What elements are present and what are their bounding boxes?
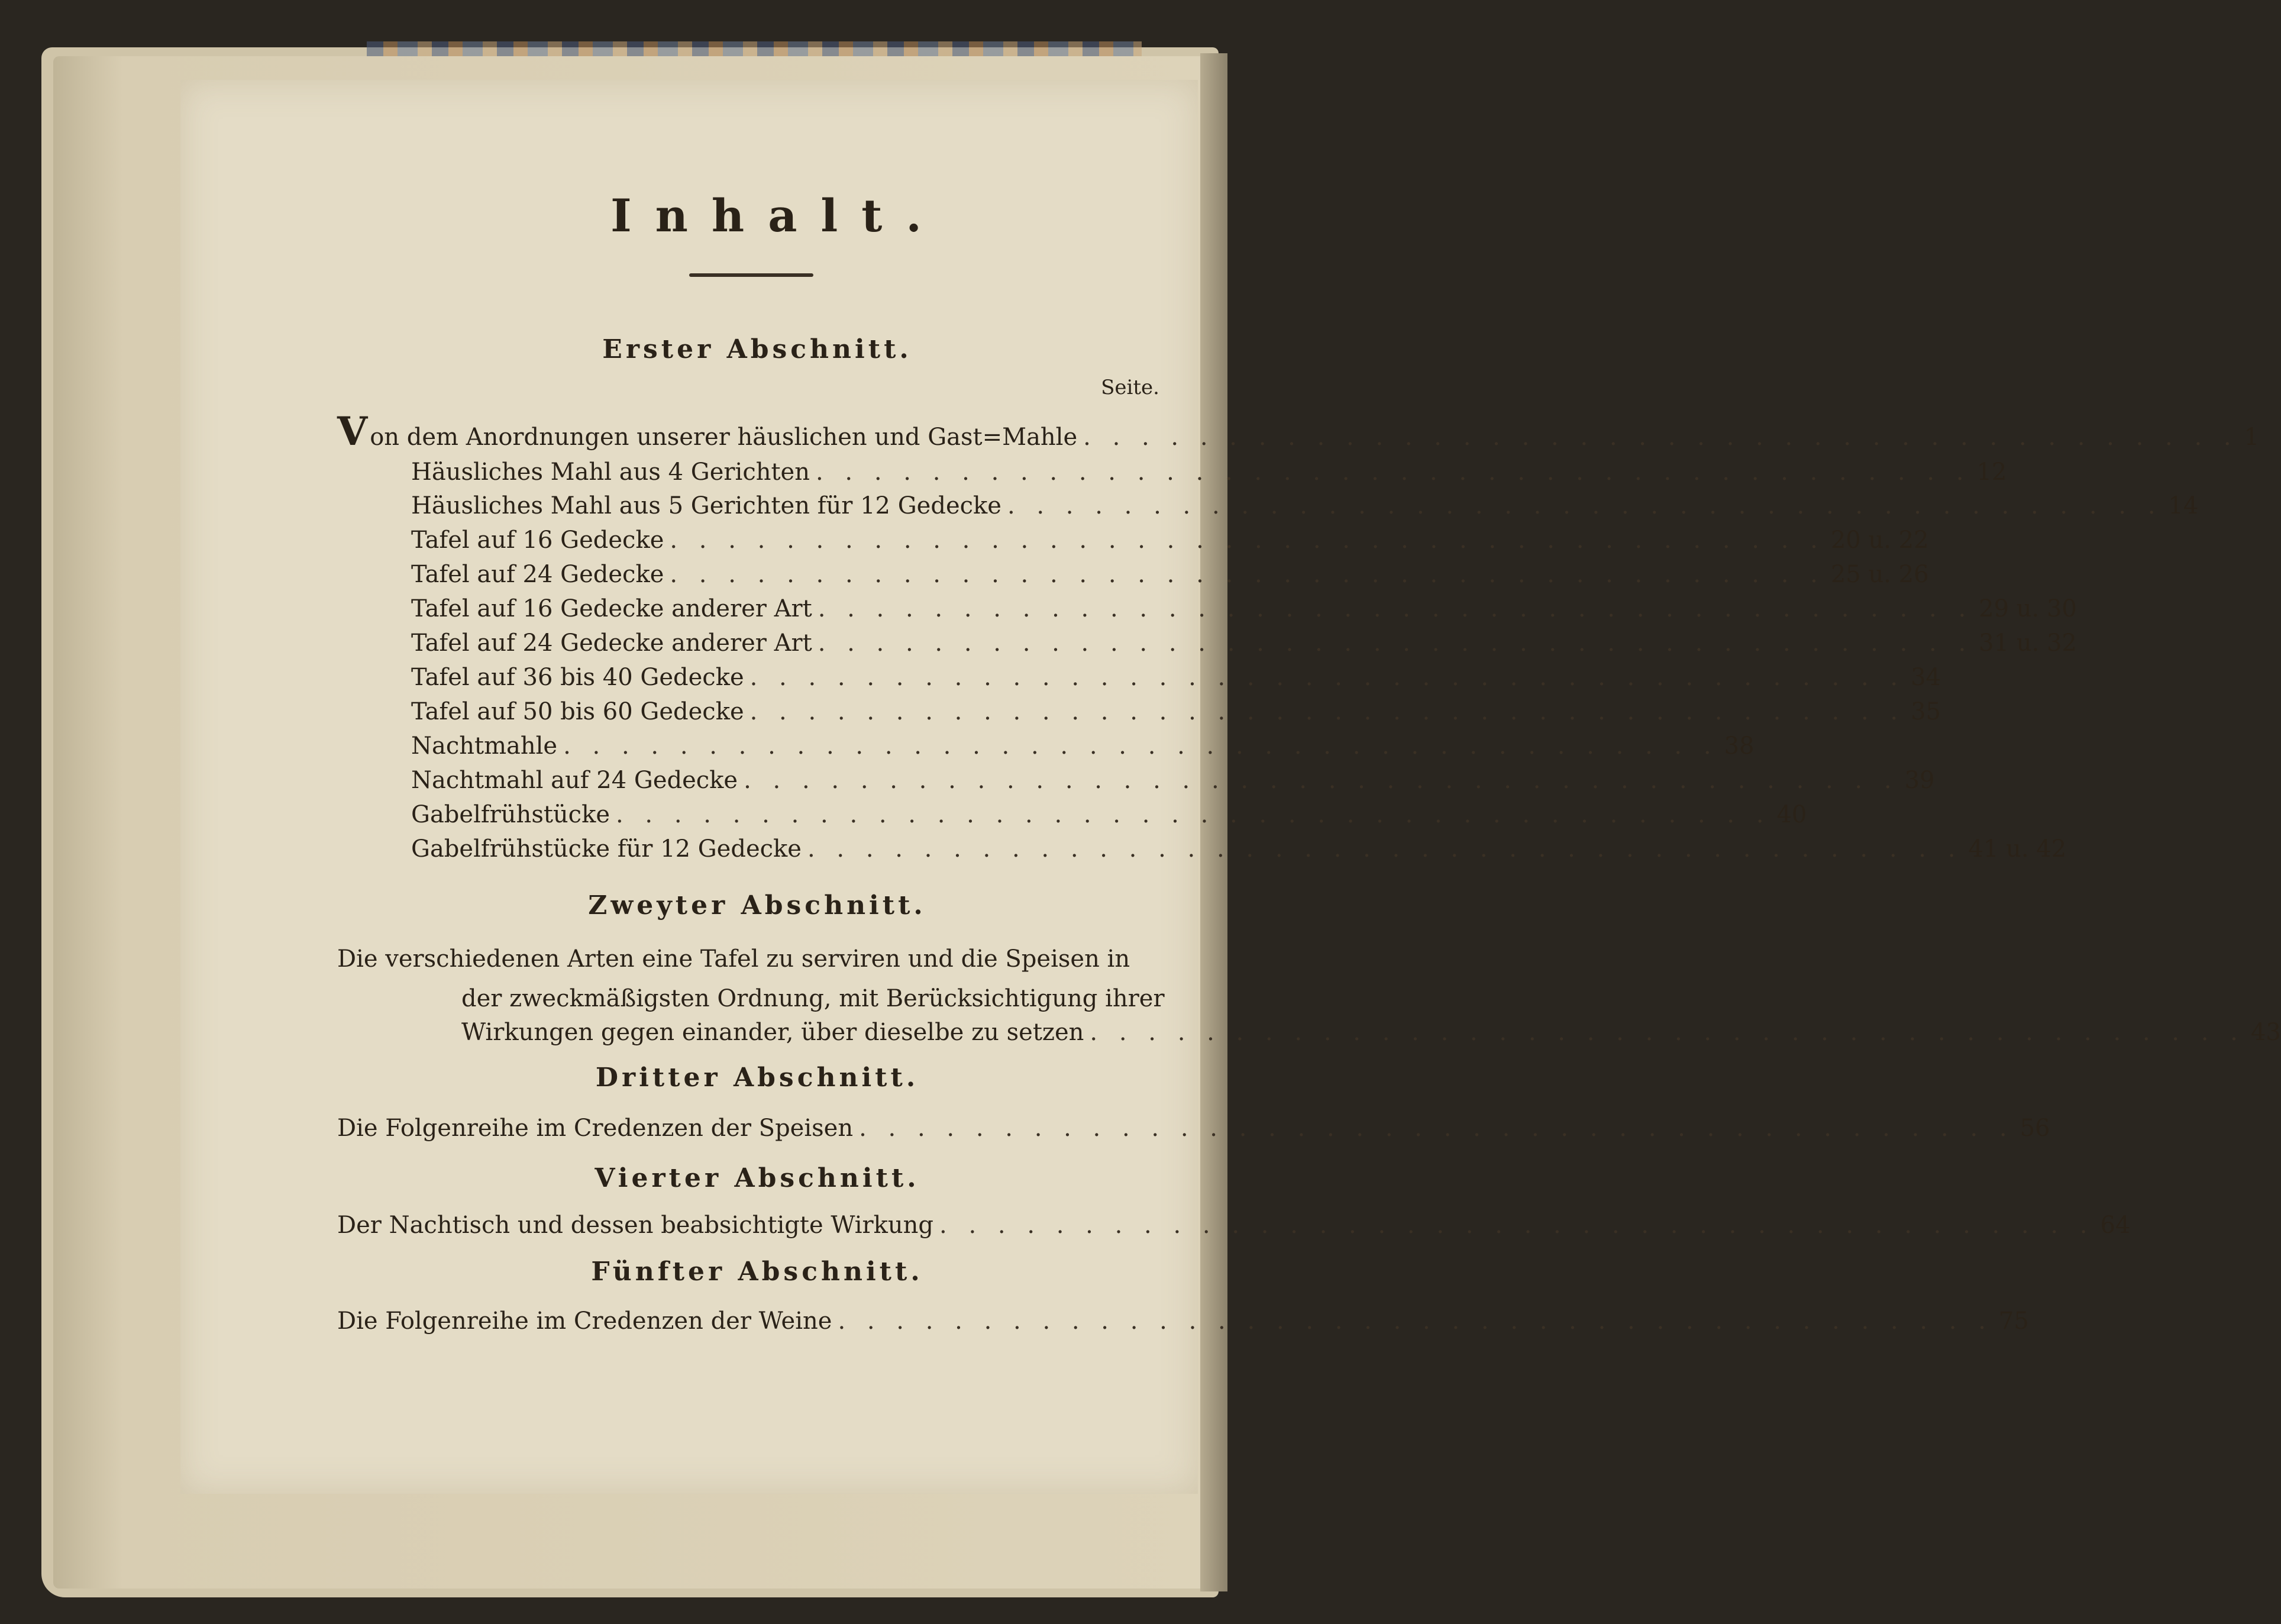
entry-text: Tafel auf 24 Gedecke anderer Art	[411, 629, 812, 657]
entry-text: Tafel auf 24 Gedecke	[411, 561, 664, 588]
section-heading-5: Fünfter Abschnitt.	[591, 1257, 923, 1287]
entry-text: Tafel auf 50 bis 60 Gedecke	[411, 698, 744, 725]
toc-entry	[411, 835, 2067, 863]
toc-entry	[337, 1212, 2131, 1239]
toc-entry	[337, 1307, 2029, 1335]
toc-entry	[411, 459, 2007, 486]
leader-dots: . . . . . . . . . . . . . . . . . . . . . . . . . . . . . . . . . . . . . . . .	[807, 835, 1963, 863]
entry-text: Tafel auf 16 Gedecke	[411, 527, 664, 554]
entry-text: Gabelfrühstücke	[411, 801, 610, 828]
entry-page: 14	[2168, 492, 2199, 519]
page-title: Inhalt.	[610, 189, 945, 242]
leader-dots: . . . . . . . . . . . . . . . . . . . . . . . . . . . . . . . . . . . . . . . .	[749, 698, 1905, 725]
leader-dots: . . . . . . . . . . . . . . . . . . . . . . . . . . . . . . . . . . . . . . . .	[818, 629, 1973, 657]
entry-text: on dem Anordnungen unserer häuslichen und Gast=Mahle	[370, 424, 1078, 451]
section-heading-3: Dritter Abschnitt.	[595, 1063, 919, 1093]
entry-page: 25 u. 26	[1830, 561, 1929, 588]
initial-letter: V	[337, 408, 368, 454]
toc-entry	[337, 1115, 2050, 1142]
entry-page: 1	[2244, 424, 2260, 451]
leader-dots: . . . . . . . . . . . . . . . . . . . . . . . . . . . . . . . . . . . . . . . .	[670, 561, 1825, 588]
entry-text: Tafel auf 16 Gedecke anderer Art	[411, 595, 812, 622]
entry-page: 40	[1776, 801, 1807, 828]
toc-entry	[411, 492, 2199, 519]
toc-entry	[411, 801, 1807, 828]
leader-dots: . . . . . . . . . . . . . . . . . . . . . . . . . . . . . . . . . . . . . . . .	[749, 664, 1905, 691]
leader-dots: . . . . . . . . . . . . . . . . . . . . . . . . . . . . . . . . . . . . . . . .	[670, 527, 1825, 554]
page-column-label: Seite.	[1101, 376, 1159, 399]
entry-text: Wirkungen gegen einander, über dieselbe zu setzen	[461, 1019, 1084, 1046]
section-heading-4: Vierter Abschnitt.	[595, 1163, 920, 1193]
entry-text: Die Folgenreihe im Credenzen der Weine	[337, 1307, 832, 1335]
entry-page: 31 u. 32	[1979, 629, 2077, 657]
leader-dots: . . . . . . . . . . . . . . . . . . . . . . . . . . . . . . . . . . . . . . . .	[616, 801, 1771, 828]
leader-dots: . . . . . . . . . . . . . . . . . . . . . . . . . . . . . . . . . . . . . . . .	[1007, 492, 2163, 519]
entry-page: 34	[1911, 664, 1941, 691]
leader-dots: . . . . . . . . . . . . . . . . . . . . . . . . . . . . . . . . . . . . . . . .	[859, 1115, 2014, 1142]
leader-dots: . . . . . . . . . . . . . . . . . . . . . . . . . . . . . . . . . . . . . . . .	[939, 1212, 2095, 1239]
entry-text-line: Die verschiedenen Arten eine Tafel zu serviren und die Speisen in	[337, 945, 1130, 973]
section-heading-2: Zweyter Abschnitt.	[588, 890, 926, 921]
toc-entry	[411, 629, 2077, 657]
toc-entry	[411, 732, 1755, 760]
entry-text: Tafel auf 36 bis 40 Gedecke	[411, 664, 744, 691]
entry-page: 41 u. 42	[1968, 835, 2067, 863]
entry-page: 75	[1998, 1307, 2029, 1335]
entry-page: 64	[2100, 1212, 2131, 1239]
entry-text: Die Folgenreihe im Credenzen der Speisen	[337, 1115, 854, 1142]
entry-page: 29 u. 30	[1979, 595, 2077, 622]
entry-page: 20 u. 22	[1830, 527, 1929, 554]
toc-entry	[337, 408, 2260, 454]
entry-text: Der Nachtisch und dessen beabsichtigte Wirkung	[337, 1212, 934, 1239]
entry-text: Häusliches Mahl aus 4 Gerichten	[411, 459, 810, 486]
toc-entry	[411, 664, 1941, 691]
leader-dots: . . . . . . . . . . . . . . . . . . . . . . . . . . . . . . . . . . . . . . . .	[563, 732, 1718, 760]
leader-dots: . . . . . . . . . . . . . . . . . . . . . . . . . . . . . . . . . . . . . . . .	[744, 767, 1899, 794]
entry-page: 43	[2250, 1019, 2281, 1046]
entry-page: 12	[1976, 459, 2007, 486]
entry-page: 56	[2020, 1115, 2050, 1142]
entry-text: Gabelfrühstücke für 12 Gedecke	[411, 835, 802, 863]
toc-entry	[411, 698, 1941, 725]
entry-page: 38	[1724, 732, 1755, 760]
toc-entry	[411, 527, 1929, 554]
entry-page: 39	[1904, 767, 1935, 794]
entry-text: Nachtmahl auf 24 Gedecke	[411, 767, 738, 794]
leader-dots: . . . . . . . . . . . . . . . . . . . . . . . . . . . . . . . . . . . . . . . .	[838, 1307, 1993, 1335]
section-heading-1: Erster Abschnitt.	[602, 334, 912, 364]
toc-entry	[411, 595, 2077, 622]
entry-text-line: der zweckmäßigsten Ordnung, mit Berücksichtigung ihrer	[461, 985, 1165, 1012]
entry-text: Häusliches Mahl aus 5 Gerichten für 12 Gedecke	[411, 492, 1001, 519]
toc-entry	[461, 1019, 2281, 1046]
leader-dots: . . . . . . . . . . . . . . . . . . . . . . . . . . . . . . . . . . . . . . . .	[815, 459, 1971, 486]
title-rule	[689, 273, 813, 277]
toc-entry	[411, 767, 1935, 794]
leader-dots: . . . . . . . . . . . . . . . . . . . . . . . . . . . . . . . . . . . . . . . .	[1090, 1019, 2245, 1046]
leader-dots: . . . . . . . . . . . . . . . . . . . . . . . . . . . . . . . . . . . . . . . .	[818, 595, 1973, 622]
entry-page: 35	[1911, 698, 1941, 725]
entry-text: Nachtmahle	[411, 732, 558, 760]
toc-entry	[411, 561, 1929, 588]
leader-dots: . . . . . . . . . . . . . . . . . . . . . . . . . . . . . . . . . . . . . . . .	[1083, 424, 2238, 451]
